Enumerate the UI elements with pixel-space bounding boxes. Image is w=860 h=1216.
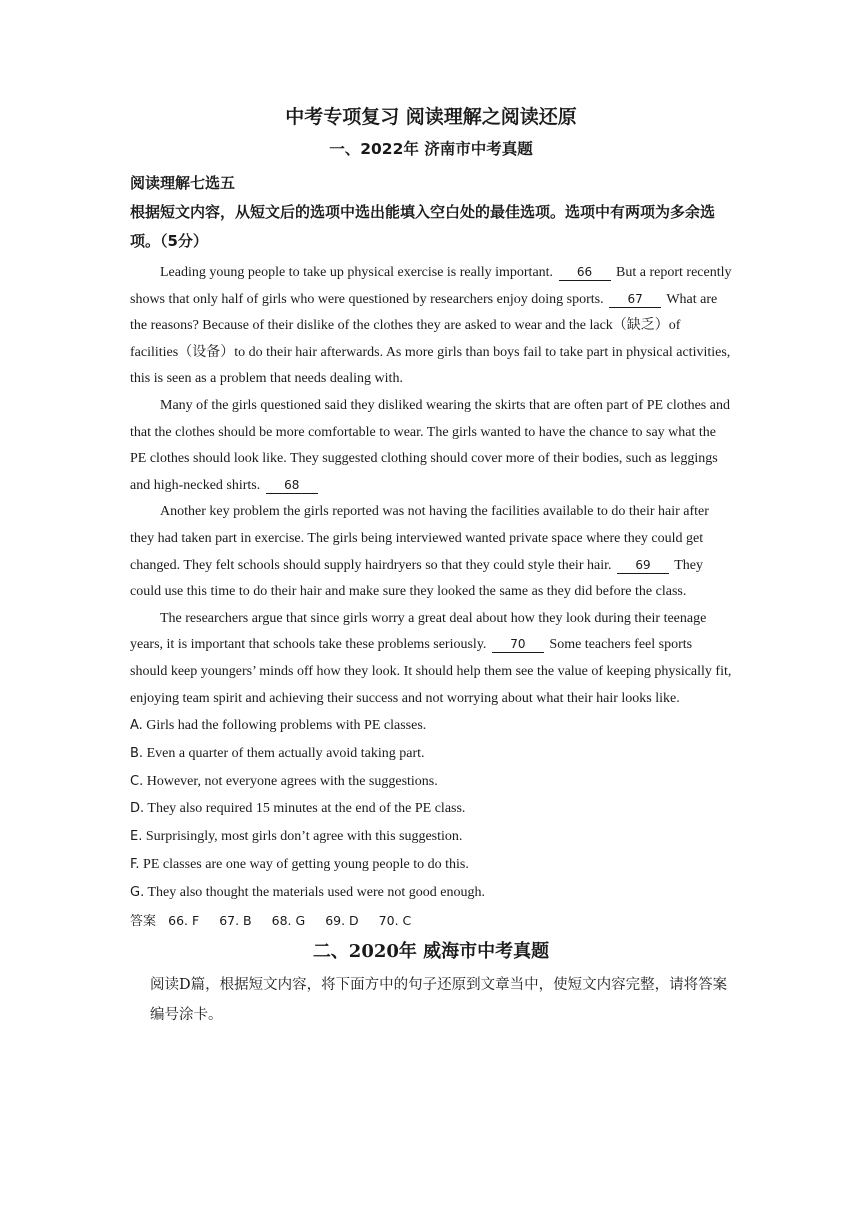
- option-letter: E.: [130, 829, 143, 845]
- answer-blank: 70: [492, 637, 544, 653]
- passage-paragraph: [130, 260, 732, 393]
- option-letter: A.: [130, 718, 143, 734]
- option-letter: D.: [130, 801, 145, 817]
- answer-blank: 67: [609, 292, 661, 308]
- section1-label: 阅读理解七选五: [130, 174, 236, 192]
- answer-item: 67. B: [219, 912, 252, 928]
- document-page: [130, 100, 732, 1030]
- option-text: Girls had the following problems with PE classes.: [142, 718, 427, 734]
- option-letter: F.: [130, 857, 140, 873]
- option-letter: C.: [130, 773, 144, 789]
- section2-heading: 二、2020年 威海市中考真题: [312, 940, 550, 962]
- passage: [130, 260, 732, 712]
- option-item: [130, 879, 732, 907]
- answer-blank: 68: [266, 478, 318, 494]
- answer-item: 70. C: [378, 912, 412, 928]
- paragraph-text: What are the reasons? Because of their dislike of the clothes they are asked to wear and the lack（缺乏）of facilities（设备）to do their hair afterwards. As more girls than boys fail to take part in physical activities, this is seen as a problem that needs dealing with.: [130, 291, 731, 387]
- paragraph-text: They could use this time to do their hair and make sure they looked the same as they did before the class.: [130, 557, 703, 600]
- paragraph-text: Some teachers feel sports should keep youngers’ minds off how they look. It should help them see the value of keeping physically fit, enjoying team spirit and achieving their success and not worrying about what their hair looks like.: [130, 637, 732, 706]
- option-item: [130, 768, 732, 796]
- passage-paragraph: [130, 606, 732, 712]
- option-text: Surprisingly, most girls don’t agree with this suggestion.: [142, 829, 463, 845]
- paragraph-text: The researchers argue that since girls worry a great deal about how they look during their teenage years, it is important that schools take these problems seriously.: [130, 610, 707, 653]
- answer-blank: 66: [559, 265, 611, 281]
- option-text: However, not everyone agrees with the suggestions.: [143, 773, 438, 789]
- answer-label: 答案: [130, 913, 157, 929]
- answer-blank: 69: [617, 558, 669, 574]
- options-list: [130, 712, 732, 907]
- option-text: PE classes are one way of getting young people to do this.: [139, 857, 469, 873]
- answer-item: 66. F: [168, 912, 200, 928]
- paragraph-text: Many of the girls questioned said they disliked wearing the skirts that are often part of PE clothes and that the clothes should be more comfortable to wear. The girls wanted to have the chance to say what the PE clothes should look like. They suggested clothing should cover more of their bodies, such as leggings and high-necked shirts.: [130, 397, 730, 493]
- passage-paragraph: [130, 499, 732, 605]
- answer-item: 69. D: [325, 912, 359, 928]
- paragraph-text: Leading young people to take up physical exercise is really important.: [160, 265, 557, 280]
- paragraph-text: Another key problem the girls reported was not having the facilities available to do their hair after they had taken part in exercise. The girls being interviewed wanted private space where they could get changed. They felt schools should supply hairdryers so that they could style their hair.: [130, 504, 709, 573]
- section1-heading: 一、2022年 济南市中考真题: [329, 140, 533, 158]
- paragraph-text: But a report recently shows that only half of girls who were questioned by researchers enjoy doing sports.: [130, 265, 732, 307]
- section2-instruction: 阅读D篇，根据短文内容，将下面方中的句子还原到文章当中，使短文内容完整，请将答案编号涂卡。: [150, 976, 728, 1023]
- option-text: They also thought the materials used were not good enough.: [144, 884, 485, 900]
- option-letter: B.: [130, 745, 144, 761]
- option-item: [130, 740, 732, 768]
- option-item: [130, 823, 732, 851]
- option-item: [130, 795, 732, 823]
- section1-instruction: 根据短文内容，从短文后的选项中选出能填入空白处的最佳选项。选项中有两项为多余选项。（5分）: [130, 203, 716, 250]
- answer-item: 68. G: [271, 912, 306, 928]
- option-letter: G.: [130, 884, 145, 900]
- option-text: They also required 15 minutes at the end of the PE class.: [144, 801, 466, 817]
- page-title: 中考专项复习 阅读理解之阅读还原: [285, 106, 577, 128]
- passage-paragraph: [130, 393, 732, 499]
- option-item: [130, 712, 732, 740]
- option-text: Even a quarter of them actually avoid taking part.: [143, 745, 425, 761]
- answer-line: [130, 907, 732, 934]
- option-item: [130, 851, 732, 879]
